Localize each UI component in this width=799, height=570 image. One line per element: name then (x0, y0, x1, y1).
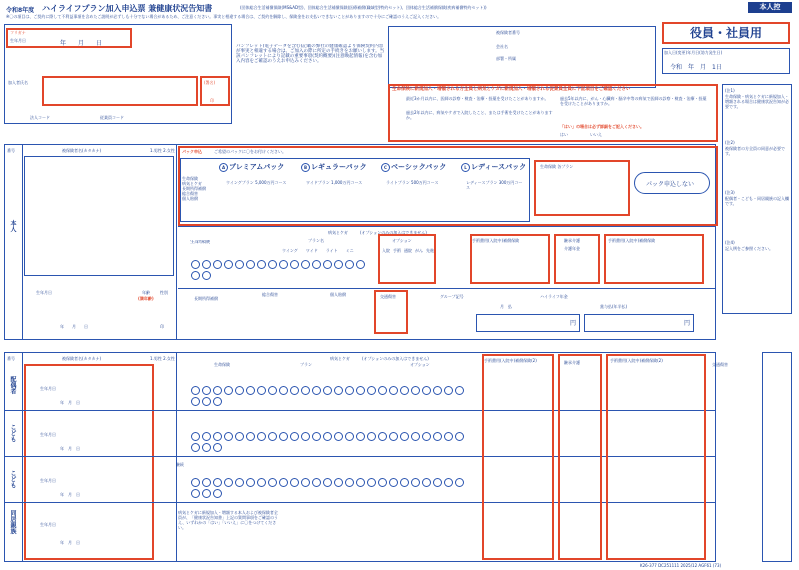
family-circle[interactable] (235, 432, 244, 441)
plan-circle[interactable] (345, 260, 354, 269)
plan-circle[interactable] (246, 260, 255, 269)
main-medical-header: 手術費用(入院中)補償保険 (472, 238, 520, 243)
family-section-life: 生命保険 (214, 362, 230, 367)
main-general: 総合傷害 (262, 292, 278, 297)
main-monthly-amount[interactable] (476, 314, 580, 332)
family-circle[interactable] (455, 478, 464, 487)
main-illness-header: 病気とケガ (328, 230, 348, 235)
pack-l-letter: L (461, 163, 470, 172)
main-option-cols (382, 248, 434, 253)
family-inherit-header: 継承介護 (564, 360, 580, 365)
family-circle[interactable] (202, 489, 211, 498)
answer-yes[interactable]: はい (560, 132, 568, 137)
family-circles-row1[interactable] (190, 386, 470, 408)
family-circle[interactable] (389, 386, 398, 395)
footer-codes (640, 563, 721, 568)
pamphlet-text: パンフレット(電子データを含む)記載の弊社の健康確認より保険契約内容が事実と相違する場合は、ご加入の際に所定の手続きをお願いします。当該パンフレットにより記載の重要事項(契約概要)(注意喚起情報)を含む加入内容をご確認のうえお申込みください。 (236, 44, 385, 64)
pack-value-l: レディースプラン 300万円コース (466, 180, 523, 190)
pack-c-letter: C (381, 163, 390, 172)
main-bonus-amount[interactable] (584, 314, 694, 332)
family-col-gender: 1.男性 2.女性 (150, 356, 175, 361)
applicant-name-label: 加入者氏名 (8, 80, 28, 85)
plan-circle[interactable] (323, 260, 332, 269)
family-circle[interactable] (202, 397, 211, 406)
plan-col-mini: ミニ (345, 248, 354, 253)
plan-col-wing: ウイング (282, 248, 298, 253)
plan-circle[interactable] (290, 260, 299, 269)
family-plan-header: プラン (300, 362, 312, 367)
family-inherit-box (558, 354, 602, 560)
plan-col-wide: ワイド (305, 248, 318, 253)
plan-circle[interactable] (279, 260, 288, 269)
health-notice-item-1: 最近3か月以内に、医師の診察・検査・治療・投薬を受けたことがありますか。 (406, 96, 549, 101)
family-circle[interactable] (268, 478, 277, 487)
footer-code2: DC251111 (658, 563, 680, 568)
plan-circle[interactable] (257, 260, 266, 269)
family-circle[interactable] (213, 443, 222, 452)
footer-code4: AGF61 (698, 563, 712, 568)
main-col-num: 番号 (7, 148, 15, 153)
family-circle[interactable] (334, 432, 343, 441)
family-circles-row2[interactable] (190, 432, 470, 454)
pack-header-note: ご希望のパックに〇をお付けください。 (214, 149, 286, 154)
family-birth-value-2: 年 月 日 (60, 446, 80, 451)
family-circle[interactable] (444, 386, 453, 395)
family-birth-2: 生年月日 (40, 432, 56, 437)
family-circle[interactable] (290, 478, 299, 487)
family-circle[interactable] (334, 478, 343, 487)
family-right-strip (762, 352, 792, 562)
family-circle[interactable] (444, 432, 453, 441)
footer-code5: (73) (712, 563, 722, 568)
family-circle[interactable] (334, 386, 343, 395)
note1-title: (注1) (725, 88, 735, 93)
family-row-child2: こども (9, 470, 16, 488)
note4: 記入例をご参照ください。 (725, 246, 773, 251)
applicant-name-box[interactable] (42, 76, 198, 106)
pack-b-name: レギュラーパック (311, 163, 367, 171)
insured-number-label: 被保険者番号 (496, 30, 520, 35)
family-circle[interactable] (213, 478, 222, 487)
family-circle[interactable] (378, 432, 387, 441)
family-circle[interactable] (191, 443, 200, 452)
pack-l-name: レディースパック (471, 163, 527, 171)
pack-header: パック申込 (182, 149, 202, 154)
applicant-furigana-label: フリガナ (10, 30, 26, 35)
family-row-spouse: 配偶者 (9, 376, 16, 394)
applicant-birth-value: 年 月 日 (60, 40, 103, 47)
pack-b-letter: B (301, 163, 310, 172)
family-circle[interactable] (246, 432, 255, 441)
health-notice-red-note: 「はい」の場合は必ず詳細をご記入ください。 (560, 124, 644, 129)
family-circle[interactable] (422, 432, 431, 441)
family-circle[interactable] (213, 386, 222, 395)
family-circle[interactable] (323, 386, 332, 395)
main-row-label: 本人 (9, 220, 16, 232)
family-circle[interactable] (389, 478, 398, 487)
family-circle[interactable] (356, 432, 365, 441)
pack-l[interactable] (460, 162, 526, 172)
main-inherit-sub: 介護年金 (564, 246, 580, 251)
family-circle[interactable] (224, 478, 233, 487)
family-circle[interactable] (257, 478, 266, 487)
honnin-badge: 本人控 (748, 2, 792, 13)
main-bonus: 賞与払(年半払) (600, 304, 628, 309)
main-monthly: 月 払 (500, 304, 512, 309)
plan-circle[interactable] (356, 260, 365, 269)
plan-circle[interactable] (334, 260, 343, 269)
family-circle[interactable] (367, 386, 376, 395)
note2-title: (注2) (725, 140, 735, 145)
family-circle[interactable] (235, 386, 244, 395)
date-label: 加入日(変更)年月日(効力発生日) (664, 50, 723, 55)
main-highlife: ハイライフ年金 (540, 294, 568, 299)
family-circle[interactable] (301, 432, 310, 441)
main-group: グループ記号 (440, 294, 464, 299)
family-circle[interactable] (290, 432, 299, 441)
family-circle[interactable] (202, 478, 211, 487)
main-illness-sub: (オプションのみの加入はできません) (360, 230, 427, 235)
main-inherit-header: 継承介護 (564, 238, 580, 243)
family-circle[interactable] (433, 478, 442, 487)
pack-value-b: ワイドプラン 1,000万円コース (306, 180, 363, 185)
family-circle[interactable] (213, 489, 222, 498)
family-medical-header2: 手術費用(入院中)補償保険(2) (610, 358, 663, 363)
family-circle[interactable] (301, 386, 310, 395)
main-name-field[interactable] (24, 156, 174, 276)
plan-circle[interactable] (224, 260, 233, 269)
family-circle[interactable] (345, 386, 354, 395)
note1: 生命保険・病気とケガに新規加入・増額される場合は健康状況告知が必要です。 (725, 94, 789, 109)
pack-c[interactable] (380, 162, 446, 172)
family-birth-value-1: 年 月 日 (60, 400, 80, 405)
family-circle[interactable] (202, 432, 211, 441)
form-subtitle: (団体総合生活補償保険(MS&AD型)、団体総合生活補償保険(医療補償(職域型)特約セット)、団体総合生活補償保険(疾病補償特約セット)) (240, 5, 487, 10)
family-circle[interactable] (312, 432, 321, 441)
date-value: 令和 年 月 1日 (670, 64, 722, 71)
family-circle[interactable] (191, 386, 200, 395)
family-circle[interactable] (345, 478, 354, 487)
no-pack-label: パック申込しない (646, 181, 695, 188)
family-circle[interactable] (213, 432, 222, 441)
family-circles-row3[interactable] (190, 478, 470, 500)
family-medical-header: 手術費用(入院中)補償保険(2) (484, 358, 537, 363)
family-circle[interactable] (268, 432, 277, 441)
family-birth-4: 生年月日 (40, 522, 56, 527)
opt-col-5: 先進 (426, 248, 434, 253)
family-circle[interactable] (202, 386, 211, 395)
family-circle[interactable] (389, 432, 398, 441)
plan-circle[interactable] (235, 260, 244, 269)
opt-col-2: 手術 (393, 248, 401, 253)
family-circle[interactable] (455, 386, 464, 395)
pack-row-general: 総合傷害 (182, 191, 198, 196)
family-row-relative: 同居親族 (9, 510, 16, 534)
pack-a[interactable] (218, 162, 284, 172)
family-circle[interactable] (279, 478, 288, 487)
opt-col-3: 通院 (404, 248, 412, 253)
family-circle[interactable] (246, 478, 255, 487)
family-circle[interactable] (367, 432, 376, 441)
plan-circle[interactable] (191, 271, 200, 280)
main-col-gender: 1.男性 2.女性 (150, 148, 175, 153)
family-birth-1: 生年月日 (40, 386, 56, 391)
family-circle[interactable] (356, 478, 365, 487)
company-label: 会社名 (496, 44, 508, 49)
pack-row-illness: 病気とケガ (182, 181, 202, 186)
family-circle[interactable] (378, 478, 387, 487)
family-circle[interactable] (235, 478, 244, 487)
family-birth-value-4: 年 月 日 (60, 540, 80, 545)
main-medical-header2: 手術費用(入院中)補償保険 (608, 238, 656, 243)
pack-a-name: プレミアムパック (229, 163, 285, 171)
pack-value-a: ウイングプラン 5,000万円コース (226, 180, 287, 185)
family-circle[interactable] (411, 432, 420, 441)
role-title: 役員・社員用 (662, 22, 790, 44)
main-plan-circles[interactable] (190, 260, 370, 282)
family-circle[interactable] (378, 386, 387, 395)
family-col-name: 被保険者名(カタカナ) (62, 356, 102, 361)
family-continue: 継続 (176, 462, 184, 467)
form-year: 令和8年度 (6, 7, 35, 14)
family-row-child1: こども (9, 424, 16, 442)
main-birth: 生年月日 (36, 290, 52, 295)
note4-title: (注4) (725, 240, 735, 245)
main-bonus-yen: 円 (684, 320, 691, 327)
note3-title: (注3) (725, 190, 735, 195)
footer-code1: K26-377 (640, 563, 657, 568)
applicant-birth-label: 生年月日 (10, 38, 26, 43)
family-circle[interactable] (224, 386, 233, 395)
family-circle[interactable] (224, 432, 233, 441)
applicant-seal-note: (署名) (204, 80, 216, 85)
main-option-header: オプション (392, 238, 412, 243)
family-circle[interactable] (191, 489, 200, 498)
main-personal: 個人賠償 (330, 292, 346, 297)
family-circle[interactable] (422, 386, 431, 395)
family-circle[interactable] (400, 386, 409, 395)
family-circle[interactable] (213, 397, 222, 406)
pack-row-labels (182, 176, 212, 201)
family-illness-header: 病気とケガ (330, 356, 350, 361)
pack-b[interactable] (300, 162, 367, 172)
family-circle[interactable] (455, 432, 464, 441)
right-header-block (388, 26, 656, 88)
main-col-name: 被保険者名(カタカナ) (62, 148, 102, 153)
footer-code3: 2025/12 (680, 563, 698, 568)
pack-row-personal: 個人賠償 (182, 196, 198, 201)
office-code-label: 従業員コード (100, 115, 124, 120)
family-circle[interactable] (400, 478, 409, 487)
plan-circle[interactable] (312, 260, 321, 269)
family-name-col (24, 364, 154, 560)
family-circle[interactable] (312, 386, 321, 395)
family-circle[interactable] (422, 478, 431, 487)
main-age: 年齢 (142, 290, 150, 295)
applicant-seal-label: 印 (210, 98, 214, 103)
opt-col-4: がん (415, 248, 423, 253)
family-circle[interactable] (301, 478, 310, 487)
form-title: ハイライフプラン加入申込票 兼健康状況告知書 (42, 4, 213, 13)
family-circle[interactable] (411, 386, 420, 395)
family-circle[interactable] (268, 386, 277, 395)
family-circle[interactable] (202, 443, 211, 452)
family-medical-box (482, 354, 554, 560)
pack-value-c: ライトプラン 500万円コース (386, 180, 439, 185)
health-notice-heading: 生命保険に新規加入・増額される方全員と病気とケガに新規加入・増額される従業員全員に下記項目をご確認ください (392, 87, 631, 92)
main-plan-cols (282, 248, 354, 253)
family-circle[interactable] (367, 478, 376, 487)
family-circle[interactable] (400, 432, 409, 441)
family-circle[interactable] (257, 386, 266, 395)
plan-col-light: ライト (325, 248, 338, 253)
family-col-num: 番号 (7, 356, 15, 361)
family-circle[interactable] (345, 432, 354, 441)
main-age-note: (満年齢) (138, 296, 154, 301)
pack-row-life: 生命保険 (182, 176, 198, 181)
plan-circle[interactable] (202, 271, 211, 280)
plan-circle[interactable] (213, 260, 222, 269)
family-birth-value-3: 年 月 日 (60, 492, 80, 497)
family-circle[interactable] (257, 432, 266, 441)
health-notice-item-3: 過去5年以内に、がん・心臓病・脳卒中等の病気で医師の診察・検査・治療・投薬を受けたことがありますか。 (560, 96, 707, 106)
note3: 配偶者・こども・同居親族の記入欄です。 (725, 196, 789, 206)
pack-c-name: ベーシックパック (391, 163, 447, 171)
main-longterm: 長期所得補償 (194, 296, 218, 301)
main-section-life: 生命保険 (190, 240, 211, 245)
family-illness-sub: (オプションのみの加入はできません) (362, 356, 429, 361)
family-circle[interactable] (433, 386, 442, 395)
family-circle[interactable] (411, 478, 420, 487)
family-circle[interactable] (191, 432, 200, 441)
family-circle[interactable] (279, 386, 288, 395)
main-hanko: 印 (160, 324, 164, 329)
family-medical-box2 (606, 354, 706, 560)
health-notice-item-2: 過去2年以内に、病気やケガで入院したこと、または手術を受けたことがありますか。 (406, 110, 553, 120)
note2: 被保険者の方全員の同意が必要です。 (725, 146, 785, 156)
family-circle[interactable] (279, 432, 288, 441)
notice-line: ※〇の項目は、ご契約に際して不利益事項を含めたご説明が必ずしも十分でない場合があるため、ご注意ください。事実と相違する場合は、ご契約を解除し、保険金をお支払いできないことがありますので十分にご確認のうえご記入ください。 (6, 14, 442, 19)
family-circle[interactable] (444, 478, 453, 487)
plan-circle[interactable] (202, 260, 211, 269)
family-traffic: 交通傷害 (712, 362, 728, 367)
main-gender: 性別 (160, 290, 168, 295)
family-option-header: オプション (410, 362, 430, 367)
family-circle[interactable] (191, 478, 200, 487)
family-circle[interactable] (246, 386, 255, 395)
plan-circle[interactable] (191, 260, 200, 269)
family-free-text: 病気とケガに新規加入・増額する本人および被保険者全員が、「健康状況告知書」上記の質問事項をご確認のうえ、いずれかの「はい」「いいえ」に〇をつけてください。 (178, 510, 278, 530)
main-monthly-yen: 円 (570, 320, 577, 327)
family-circle[interactable] (312, 478, 321, 487)
answer-no[interactable]: いいえ (590, 132, 602, 137)
pack-mid-note: 生命保険 各プラン (540, 164, 574, 169)
opt-col-1: 入院 (382, 248, 390, 253)
main-plans-header: プラン名 (308, 238, 324, 243)
family-circle[interactable] (323, 478, 332, 487)
main-birth-value: 年 月 日 (60, 324, 88, 329)
family-birth-3: 生年月日 (40, 478, 56, 483)
corp-code-label: 法人コード (30, 115, 50, 120)
plan-circle[interactable] (268, 260, 277, 269)
pack-row-longterm: 長期所得補償 (182, 186, 206, 191)
pack-a-letter: A (219, 163, 228, 172)
family-circle[interactable] (191, 397, 200, 406)
family-circle[interactable] (356, 386, 365, 395)
family-circle[interactable] (323, 432, 332, 441)
family-circle[interactable] (433, 432, 442, 441)
main-traffic: 交通傷害 (380, 294, 396, 299)
section-label: 部署・所属 (496, 56, 516, 61)
plan-circle[interactable] (301, 260, 310, 269)
family-circle[interactable] (290, 386, 299, 395)
